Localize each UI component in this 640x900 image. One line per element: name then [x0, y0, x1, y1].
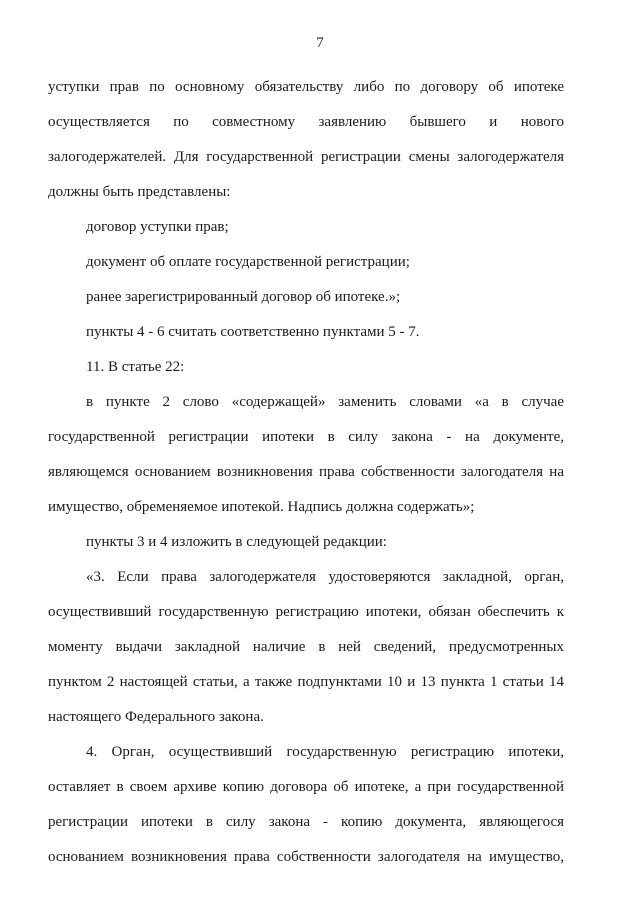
text-line: в пункте 2 слово «содержащей» заменить словами «а в случае	[86, 394, 564, 410]
text-line: договор уступки прав;	[86, 219, 229, 235]
text-line: уступки прав по основному обязательству либо по договору об ипотеке	[48, 79, 564, 95]
text-line: осуществивший государственную регистрацию ипотеки, обязан обеспечить к	[48, 604, 564, 620]
text-line: пункты 4 - 6 считать соответственно пунктами 5 - 7.	[86, 324, 420, 340]
text-line: государственной регистрации ипотеки в силу закона - на документе,	[48, 429, 564, 445]
text-line: пункты 3 и 4 изложить в следующей редакции:	[86, 534, 387, 550]
text-line: должны быть представлены:	[48, 184, 231, 200]
text-line: ранее зарегистрированный договор об ипотеке.»;	[86, 289, 401, 305]
text-line: регистрации ипотеки в силу закона - копию документа, являющегося	[48, 814, 564, 830]
text-line: документ об оплате государственной регистрации;	[86, 254, 410, 270]
text-line: 11. В статье 22:	[86, 359, 185, 375]
page-number: 7	[316, 35, 324, 51]
text-line: имущество, обременяемое ипотекой. Надпись должна содержать»;	[48, 499, 475, 515]
text-line: моменту выдачи закладной наличие в ней сведений, предусмотренных	[48, 639, 564, 655]
text-line: являющемся основанием возникновения права собственности залогодателя на	[48, 464, 564, 480]
text-line: залогодержателей. Для государственной регистрации смены залогодержателя	[48, 149, 564, 165]
text-line: осуществляется по совместному заявлению бывшего и нового	[48, 114, 564, 130]
text-line: «3. Если права залогодержателя удостоверяются закладной, орган,	[86, 569, 564, 585]
text-line: пунктом 2 настоящей статьи, а также подпунктами 10 и 13 пункта 1 статьи 14	[48, 674, 564, 690]
text-line: оставляет в своем архиве копию договора об ипотеке, а при государственной	[48, 779, 564, 795]
text-line: основанием возникновения права собственности залогодателя на имущество,	[48, 849, 564, 865]
text-line: настоящего Федерального закона.	[48, 709, 264, 725]
text-line: 4. Орган, осуществивший государственную регистрацию ипотеки,	[86, 744, 564, 760]
